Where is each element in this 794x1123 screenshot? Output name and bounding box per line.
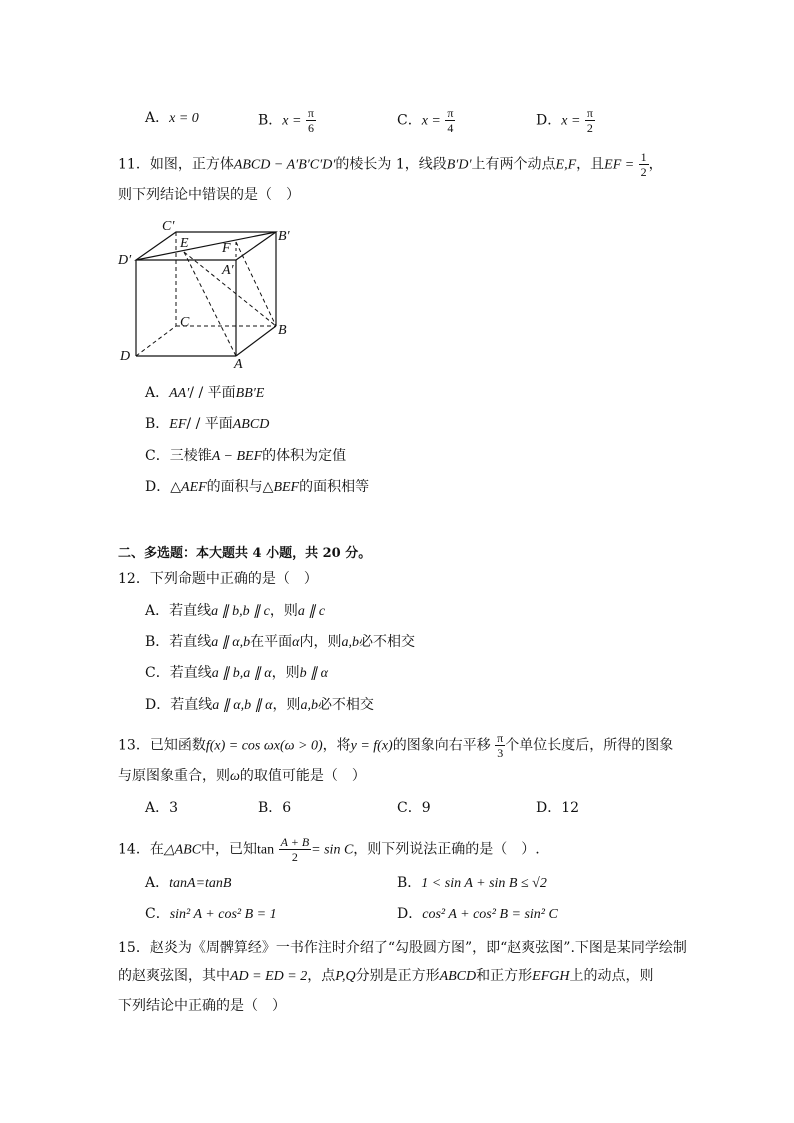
option-lhs: x =: [561, 113, 581, 129]
text: 的体积为定值: [262, 448, 347, 464]
q13-stem-line2: [118, 766, 366, 787]
cube-figure: [110, 216, 310, 372]
segment-bf-hidden: [236, 242, 276, 326]
option-expr: cos² A + cos² B = sin² C: [422, 907, 558, 922]
q14-option-a: [145, 873, 231, 894]
math-tan: tan: [257, 842, 275, 858]
q13-stem-line1: [118, 731, 673, 760]
text: ，则下列说法正确的是（ ）.: [353, 841, 540, 858]
text: ，则: [269, 603, 298, 619]
math: a ∥ c: [297, 604, 326, 619]
fraction-denominator: 2: [640, 165, 647, 179]
text: 的面积相等: [299, 479, 370, 495]
text: 14．在: [118, 841, 164, 858]
q14-option-c: [145, 904, 277, 925]
option-expr: x = 0: [169, 111, 199, 126]
option-letter: C．: [145, 665, 170, 681]
fraction-denominator: 6: [307, 121, 314, 135]
text: 的赵爽弦图，其中: [118, 968, 230, 984]
label-e: E: [180, 236, 189, 251]
q11-option-d: [145, 477, 369, 498]
option-expr: sin² A + cos² B = 1: [169, 907, 277, 922]
label-f: F: [222, 241, 231, 256]
option-letter: A．: [145, 875, 170, 891]
text: 13．已知函数: [118, 737, 206, 754]
math: a,b: [341, 635, 360, 650]
option-letter: A．: [145, 603, 170, 619]
option-letter: D．: [536, 800, 562, 816]
text: 在平面: [250, 634, 293, 650]
fraction-numerator: π: [497, 731, 504, 745]
text: ，点: [307, 968, 336, 984]
q13-option-d: [536, 798, 579, 818]
fraction: [495, 731, 505, 760]
cube-edge-dc-hidden: [136, 326, 176, 356]
fraction-denominator: 2: [586, 121, 593, 135]
option-value: 9: [421, 800, 431, 816]
text: 11．如图，正方体: [118, 156, 234, 173]
math: a ∥ b,b ∥ c: [211, 604, 270, 619]
text: 若直线: [169, 665, 212, 681]
option-fraction: [306, 106, 316, 135]
option-letter: D．: [397, 906, 423, 922]
fraction: [279, 835, 312, 864]
q14-option-b: [397, 873, 547, 894]
math: a ∥ α,b: [211, 635, 251, 650]
option-letter: B．: [258, 112, 283, 129]
q12-option-d: [145, 695, 374, 716]
option-expr: tanA=tanB: [169, 876, 232, 891]
option-letter: B．: [397, 875, 422, 891]
q13-option-a: [145, 798, 178, 818]
fraction-numerator: π: [447, 106, 454, 120]
text: / / 平面: [186, 416, 233, 432]
text: 必不相交: [317, 697, 374, 713]
q10-option-d: [536, 106, 595, 135]
q12-stem: 12．下列命题中正确的是（ ）: [118, 571, 318, 587]
q11-stem-line2: 则下列结论中错误的是（ ）: [118, 187, 300, 203]
q11-option-b: [145, 414, 269, 435]
cube-edge-ab: [236, 326, 276, 356]
q12-option-c: [145, 663, 328, 684]
q15-stem-line1: 15．赵炎为《周髀算经》一书作注时介绍了“勾股圆方图”，即“赵爽弦图”.下图是某同学绘制: [118, 940, 687, 956]
text: ，: [648, 156, 663, 173]
option-letter: A．: [145, 385, 170, 401]
text: ，将: [322, 737, 351, 754]
fraction-numerator: A + B: [280, 835, 310, 849]
q13-option-b: [258, 798, 291, 818]
option-letter: A．: [145, 800, 170, 816]
q11-option-c: [145, 446, 346, 467]
text: 的取值可能是（ ）: [239, 768, 366, 784]
q13-option-c: [397, 798, 431, 818]
option-letter: C．: [397, 800, 422, 816]
math: BB′E: [235, 386, 265, 401]
q12-option-a: [145, 601, 325, 622]
option-letter: B．: [258, 800, 283, 816]
option-letter: C．: [145, 448, 170, 464]
math-cube: ABCD − A′B′C′D′: [233, 157, 336, 173]
text: 若直线: [170, 697, 213, 713]
fraction-numerator: π: [307, 106, 314, 120]
fraction: [639, 150, 649, 179]
q14-stem: [118, 835, 540, 864]
math: A − BEF: [211, 449, 263, 464]
math-points: E,F: [555, 157, 577, 173]
math: a ∥ α,b ∥ α: [212, 698, 273, 713]
option-letter: C．: [397, 112, 422, 129]
math-rhs: = sin C: [311, 842, 354, 858]
label-a1: A′: [222, 263, 234, 278]
option-letter: B．: [145, 634, 170, 650]
q10-option-b: [258, 106, 316, 135]
option-letter: C．: [145, 906, 170, 922]
text: 个单位长度后，所得的图象: [505, 737, 674, 754]
text: ，且: [576, 156, 605, 173]
label-b: B: [278, 323, 287, 338]
text: 三棱锥: [169, 448, 212, 464]
text: 和正方形: [476, 968, 533, 984]
option-letter: A．: [145, 110, 170, 126]
option-expr: 1 < sin A + sin B ≤ √2: [421, 876, 547, 891]
q15-stem-line3: 下列结论中正确的是（ ）: [118, 998, 286, 1014]
math: b ∥ α: [299, 666, 328, 681]
fraction-numerator: 1: [640, 150, 647, 164]
text: 若直线: [169, 634, 212, 650]
text: △: [170, 479, 182, 495]
math: P,Q: [335, 969, 356, 984]
text: 中，已知: [201, 841, 258, 858]
text: 上有两个动点: [471, 156, 556, 173]
math: a,b: [300, 698, 318, 713]
text: 的图象向右平移: [392, 737, 491, 754]
text: / / 平面: [189, 385, 236, 401]
math: BEF: [273, 480, 300, 495]
text: 与原图象重合，则: [118, 768, 230, 784]
option-value: 6: [282, 800, 292, 816]
math-triangle: △ABC: [163, 842, 202, 858]
fraction-denominator: 4: [447, 121, 454, 135]
q12-option-b: [145, 632, 415, 653]
option-fraction: [585, 106, 595, 135]
math-segment: B′D′: [446, 157, 472, 173]
fraction-numerator: π: [586, 106, 593, 120]
label-d1: D′: [118, 253, 132, 268]
option-letter: D．: [145, 697, 171, 713]
math-ef: EF =: [604, 157, 635, 173]
text: 分别是正方形: [355, 968, 440, 984]
text: 若直线: [169, 603, 212, 619]
math: ABCD: [439, 969, 477, 984]
math: ABCD: [232, 417, 270, 432]
option-lhs: x =: [421, 113, 441, 129]
option-letter: D．: [145, 479, 171, 495]
option-fraction: [445, 106, 455, 135]
q14-option-d: [397, 904, 558, 925]
text: 内，则: [299, 634, 342, 650]
math: EF: [169, 417, 187, 432]
math: y = f(x): [350, 738, 393, 754]
label-b1: B′: [278, 229, 290, 244]
math: α: [292, 635, 300, 650]
section-header-multiple-choice: 二、多选题：本大题共 4 小题，共 20 分。: [118, 546, 372, 561]
math-function: f(x) = cos ωx(ω > 0): [205, 738, 323, 754]
math: EFGH: [532, 969, 570, 984]
math: ω: [230, 769, 240, 784]
label-c1: C′: [162, 219, 175, 234]
text: 的棱长为 1，线段: [335, 156, 447, 173]
q10-option-a: [145, 108, 199, 129]
q11-stem-line1: [118, 150, 663, 179]
text: 上的动点，则: [569, 968, 654, 984]
text: 必不相交: [359, 634, 416, 650]
option-value: 12: [561, 800, 580, 816]
text: 的面积与△: [206, 479, 274, 495]
math: AEF: [181, 480, 207, 495]
fraction-denominator: 3: [497, 746, 504, 760]
q11-option-a: [145, 383, 264, 404]
math: AD = ED = 2: [230, 969, 308, 984]
text: ，则: [271, 665, 300, 681]
fraction-denominator: 2: [291, 850, 298, 864]
text: ，则: [272, 697, 301, 713]
math: AA′: [169, 386, 190, 401]
label-a: A: [234, 357, 243, 372]
math: a ∥ b,a ∥ α: [211, 666, 272, 681]
option-letter: B．: [145, 416, 170, 432]
option-value: 3: [169, 800, 179, 816]
label-d: D: [120, 349, 131, 364]
q15-stem-line2: [118, 966, 653, 987]
option-letter: D．: [536, 112, 562, 129]
option-lhs: x =: [282, 113, 302, 129]
label-c: C: [180, 315, 190, 330]
q10-option-c: [397, 106, 455, 135]
